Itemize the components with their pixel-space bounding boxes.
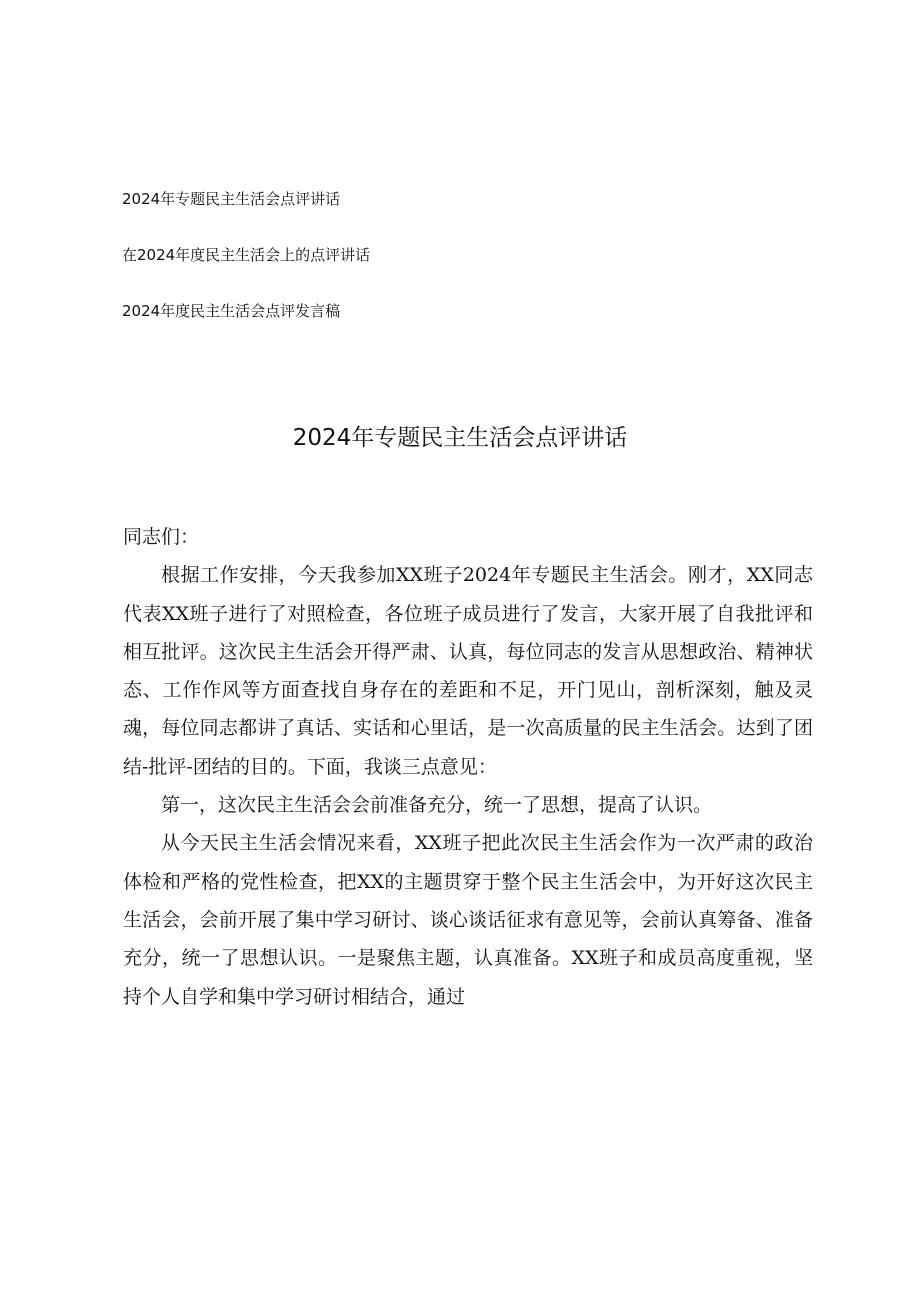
paragraph-intro: 根据工作安排，今天我参加XX班子2024年专题民主生活会。刚才，XX同志代表XX班子进行了对照检查，各位班子成员进行了发言，大家开展了自我批评和相互批评。这次民主生活会开得严肃、认真，每位同志的发言从思想政治、精神状态、工作作风等方面查找自身存在的差距和不足，开门见山，剖析深刻，触及灵魂，每位同志都讲了真话、实话和心里话，是一次高质量的民主生活会。达到了团结-批评-团结的目的。下面，我谈三点意见： [123, 564, 813, 778]
toc-item[interactable]: 在2024年度民主生活会上的点评讲话 [122, 246, 371, 264]
salutation: 同志们： [123, 526, 200, 548]
document-body [123, 518, 813, 1016]
toc-item[interactable]: 2024年专题民主生活会点评讲话 [122, 190, 341, 208]
paragraph-point-one: 第一，这次民主生活会会前准备充分，统一了思想，提高了认识。 [161, 794, 713, 817]
toc-item[interactable]: 2024年度民主生活会点评发言稿 [122, 302, 341, 320]
table-of-contents [122, 188, 722, 356]
paragraph-detail: 从今天民主生活会情况来看，XX班子把此次民主生活会作为一次严肃的政治体检和严格的党性检查，把XX的主题贯穿于整个民主生活会中，为开好这次民主生活会，会前开展了集中学习研讨、谈心谈话征求有意见等，会前认真筹备、准备充分，统一了思想认识。一是聚焦主题，认真准备。XX班子和成员高度重视，坚持个人自学和集中学习研讨相结合，通过 [123, 832, 813, 1008]
document-title: 2024年专题民主生活会点评讲话 [292, 425, 628, 451]
